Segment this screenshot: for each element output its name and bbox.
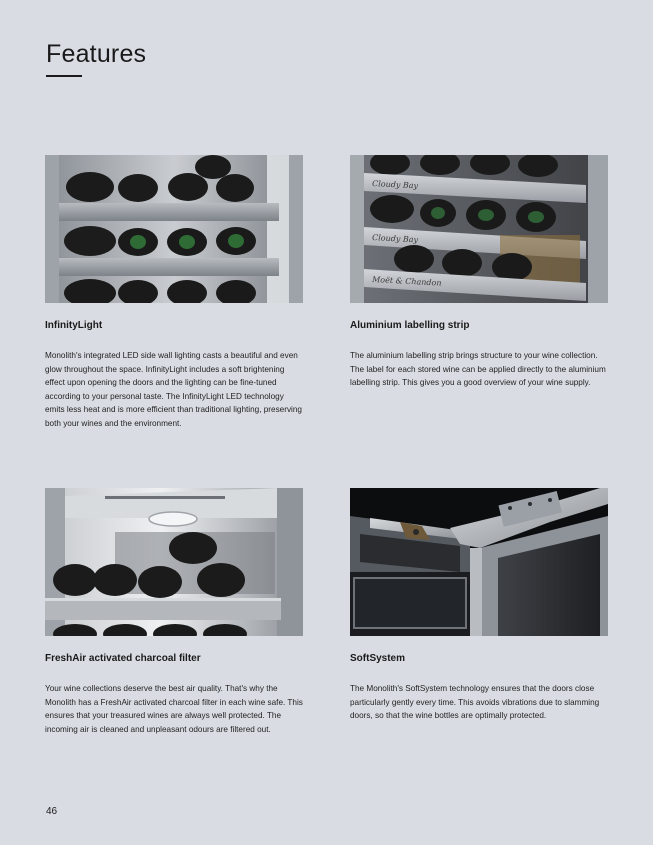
page-number: 46 — [46, 806, 58, 817]
feature-card-softsystem — [350, 488, 608, 723]
labelling-strip-photo — [350, 155, 608, 303]
feature-card-infinitylight — [45, 155, 303, 431]
feature-heading: FreshAir activated charcoal filter — [45, 653, 201, 664]
freshair-photo — [45, 488, 303, 636]
feature-description: Monolith's integrated LED side wall lighting casts a beautiful and even glow throughout the space. InfinityLight includes a soft brightening effect upon opening the doors and the lighting can be fine-tuned according to your personal taste. The InfinityLight LED technology emits less heat and is more efficient than traditional lighting, preserving both your wines and the environment. — [45, 351, 302, 428]
feature-card-labelling-strip — [350, 155, 608, 390]
strip-label-2: Cloudy Bay — [371, 233, 419, 245]
feature-heading: SoftSystem — [350, 653, 406, 664]
title-underline — [46, 75, 82, 77]
feature-card-freshair — [45, 488, 303, 736]
feature-description: The Monolith's SoftSystem technology ensures that the doors close particularly gently every time. This avoids vibrations due to slamming doors, so that the wine bottles are optimally protected. — [350, 684, 600, 721]
feature-heading: Aluminium labelling strip — [350, 320, 470, 331]
feature-heading: InfinityLight — [45, 320, 103, 331]
page-title: Features — [46, 40, 147, 68]
strip-label-3: Moët & Chandon — [371, 275, 442, 288]
softsystem-photo — [350, 488, 608, 636]
feature-description: The aluminium labelling strip brings structure to your wine collection. The label for each stored wine can be applied directly to the aluminium labelling strip. This gives you a good overview of your wine supply. — [350, 351, 606, 388]
strip-label-1: Cloudy Bay — [371, 179, 419, 191]
infinitylight-photo — [45, 155, 303, 303]
feature-description: Your wine collections deserve the best air quality. That's why the Monolith has a FreshAir activated charcoal filter in each wine safe. This ensures that your treasured wines are always well protected. The incoming air is cleaned and unpleasant odours are filtered out. — [45, 684, 303, 734]
